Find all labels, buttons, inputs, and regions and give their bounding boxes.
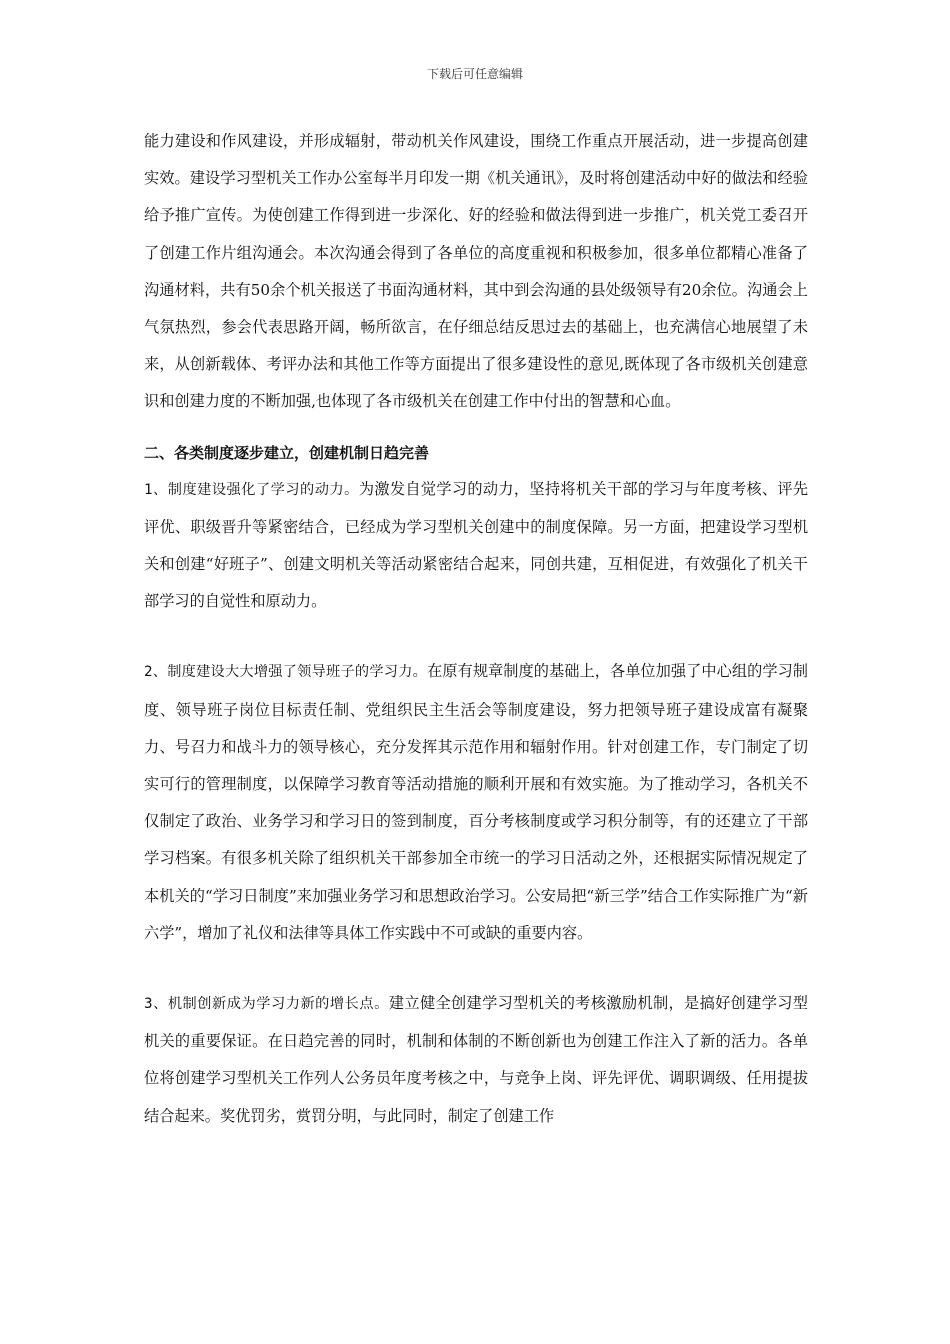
item-lead-1: 1、制度建设强化了学习的动力。 <box>144 481 359 498</box>
item-body-1: 为激发自觉学习的动力，坚持将机关干部的学习与年度考核、评先评优、职级晋升等紧密结合，已经成为学习型机关创建中的制度保障。另一方面，把建设学习型机关和创建“好班子”、创建文明机关等活动紧密结合起来，同创共建，互相促进，有效强化了机关干部学习的自觉性和原动力。 <box>144 479 809 611</box>
intro-paragraph: 能力建设和作风建设，并形成辐射，带动机关作风建设，围绕工作重点开展活动，进一步提高创建实效。建设学习型机关工作办公室每半月印发一期《机关通讯》，及时将创建活动中好的做法和经验给予推广宣传。为使创建工作得到进一步深化、好的经验和做法得到进一步推广，机关党工委召开了创建工作片组沟通会。本次沟通会得到了各单位的高度重视和积极参加，很多单位都精心准备了沟通材料，共有50余个机关报送了书面沟通材料，其中到会沟通的县处级领导有20余位。沟通会上气氛热烈，参会代表思路开阔，畅所欲言，在仔细总结反思过去的基础上，也充满信心地展望了未来，从创新载体、考评办法和其他工作等方面提出了很多建设性的意见,既体现了各市级机关创建意识和创建力度的不断加强,也体现了各市级机关在创建工作中付出的智慧和心血。 <box>144 132 808 411</box>
item-paragraph-2 <box>144 653 808 952</box>
item-body-2: 在原有规章制度的基础上，各单位加强了中心组的学习制度、领导班子岗位目标责任制、党组织民主生活会等制度建设，努力把领导班子建设成富有凝聚力、号召力和战斗力的领导核心，充分发挥其示范作用和辐射作用。针对创建工作，专门制定了切实可行的管理制度，以保障学习教育等活动措施的顺利开展和有效实施。为了推动学习，各机关不仅制定了政治、业务学习和学习日的签到制度，百分考核制度或学习积分制等，有的还建立了干部学习档案。有很多机关除了组织机关干部参加全市统一的学习日活动之外，还根据实际情况规定了本机关的“学习日制度”来加强业务学习和思想政治学习。公安局把“新三学”结合工作实际推广为“新六学”，增加了礼仪和法律等具体工作实践中不可或缺的重要内容。 <box>144 662 808 942</box>
section-heading: 二、各类制度逐步建立，创建机制日趋完善 <box>144 443 430 462</box>
item-body-3: 建立健全创建学习型机关的考核激励机制，是搞好创建学习型机关的重要保证。在日趋完善的同时，机制和体制的不断创新也为创建工作注入了新的活力。各单位将创建学习型机关工作列人公务员年度考核之中，与竞争上岗、评先评优、调职调级、任用提拔结合起来。奖优罚劣，赏罚分明，与此同时，制定了创建工作 <box>144 994 808 1125</box>
item-paragraph-3 <box>144 985 808 1135</box>
document-body <box>144 123 808 1135</box>
item-paragraph-1 <box>144 471 808 621</box>
item-lead-2: 2、制度建设大大增强了领导班子的学习力。 <box>144 664 428 681</box>
header-note: 下载后可任意编辑 <box>426 67 523 81</box>
item-lead-3: 3、机制创新成为学习力新的增长点。 <box>144 996 389 1013</box>
